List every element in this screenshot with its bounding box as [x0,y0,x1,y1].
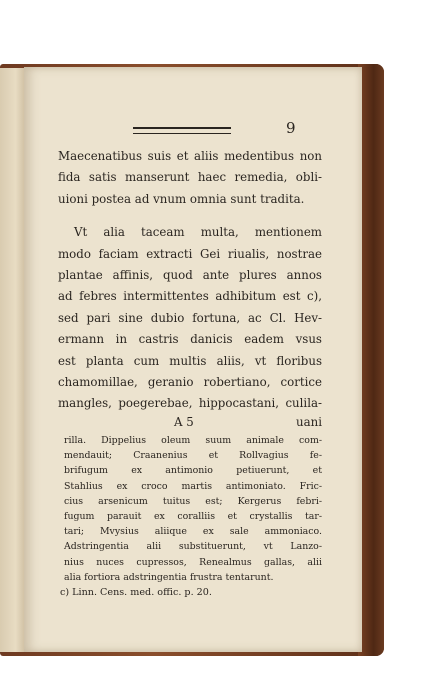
page-number: 9 [286,119,296,137]
text-line: Vt alia taceam multa, mentionem [74,225,322,240]
note-line: mendauit; Craanenius et Rollvagius fe- [64,450,322,462]
note-line: rilla. Dippelius oleum suum animale com- [64,435,322,446]
footnote: c) Linn. Cens. med. offic. p. 20. [60,587,212,598]
text-line: plantae affinis, quod ante plures annos [58,268,322,283]
text-line: uioni postea ad vnum omnia sunt tradita. [58,191,305,206]
text-line: ad febres intermittentes adhibitum est c), [58,289,322,304]
main-text [58,146,322,415]
note-line: tari; Mvysius aliique ex sale ammoniaco. [64,526,322,538]
text-line: sed pari sine dubio fortuna, ac Cl. Hev- [58,310,322,325]
note-line: alia fortiora adstringentia frustra tentarunt. [64,571,274,583]
text-line: chamomillae, geranio robertiano, cortice [58,375,322,390]
note-line: fugum parauit ex coralliis et crystallis tar- [64,511,322,523]
note-line: Adstringentia alii substituerunt, vt Lanzo- [64,541,322,553]
text-line: ermann in castris danicis eadem vsus [58,332,322,347]
paragraph-gap [58,210,322,222]
signature-mark: A 5 [174,415,194,429]
note-line: brifugum ex antimonio petiuerunt, et [64,465,322,477]
header-ornament-rule [133,127,231,134]
note-line: cius arsenicum tuitus est; Kergerus febri- [64,495,322,507]
text-line: fida satis manserunt haec remedia, obli- [58,170,322,185]
text-line: modo faciam extracti Gei riualis, nostrae [58,246,322,261]
facing-page-edge [0,68,26,652]
text-line: est planta cum multis aliis, vt floribus [58,353,322,368]
text-line: Maecenatibus suis et aliis medentibus non [58,149,322,163]
catchword: uani [296,415,323,429]
note-line: Stahlius ex croco martis antimoniato. Fric- [64,480,322,492]
book-page [24,67,362,652]
note-line: nius nuces cupressos, Renealmus gallas, alii [64,556,322,568]
note-text [64,433,322,585]
text-line: mangles, poegerebae, hippocastani, culila- [58,396,322,411]
